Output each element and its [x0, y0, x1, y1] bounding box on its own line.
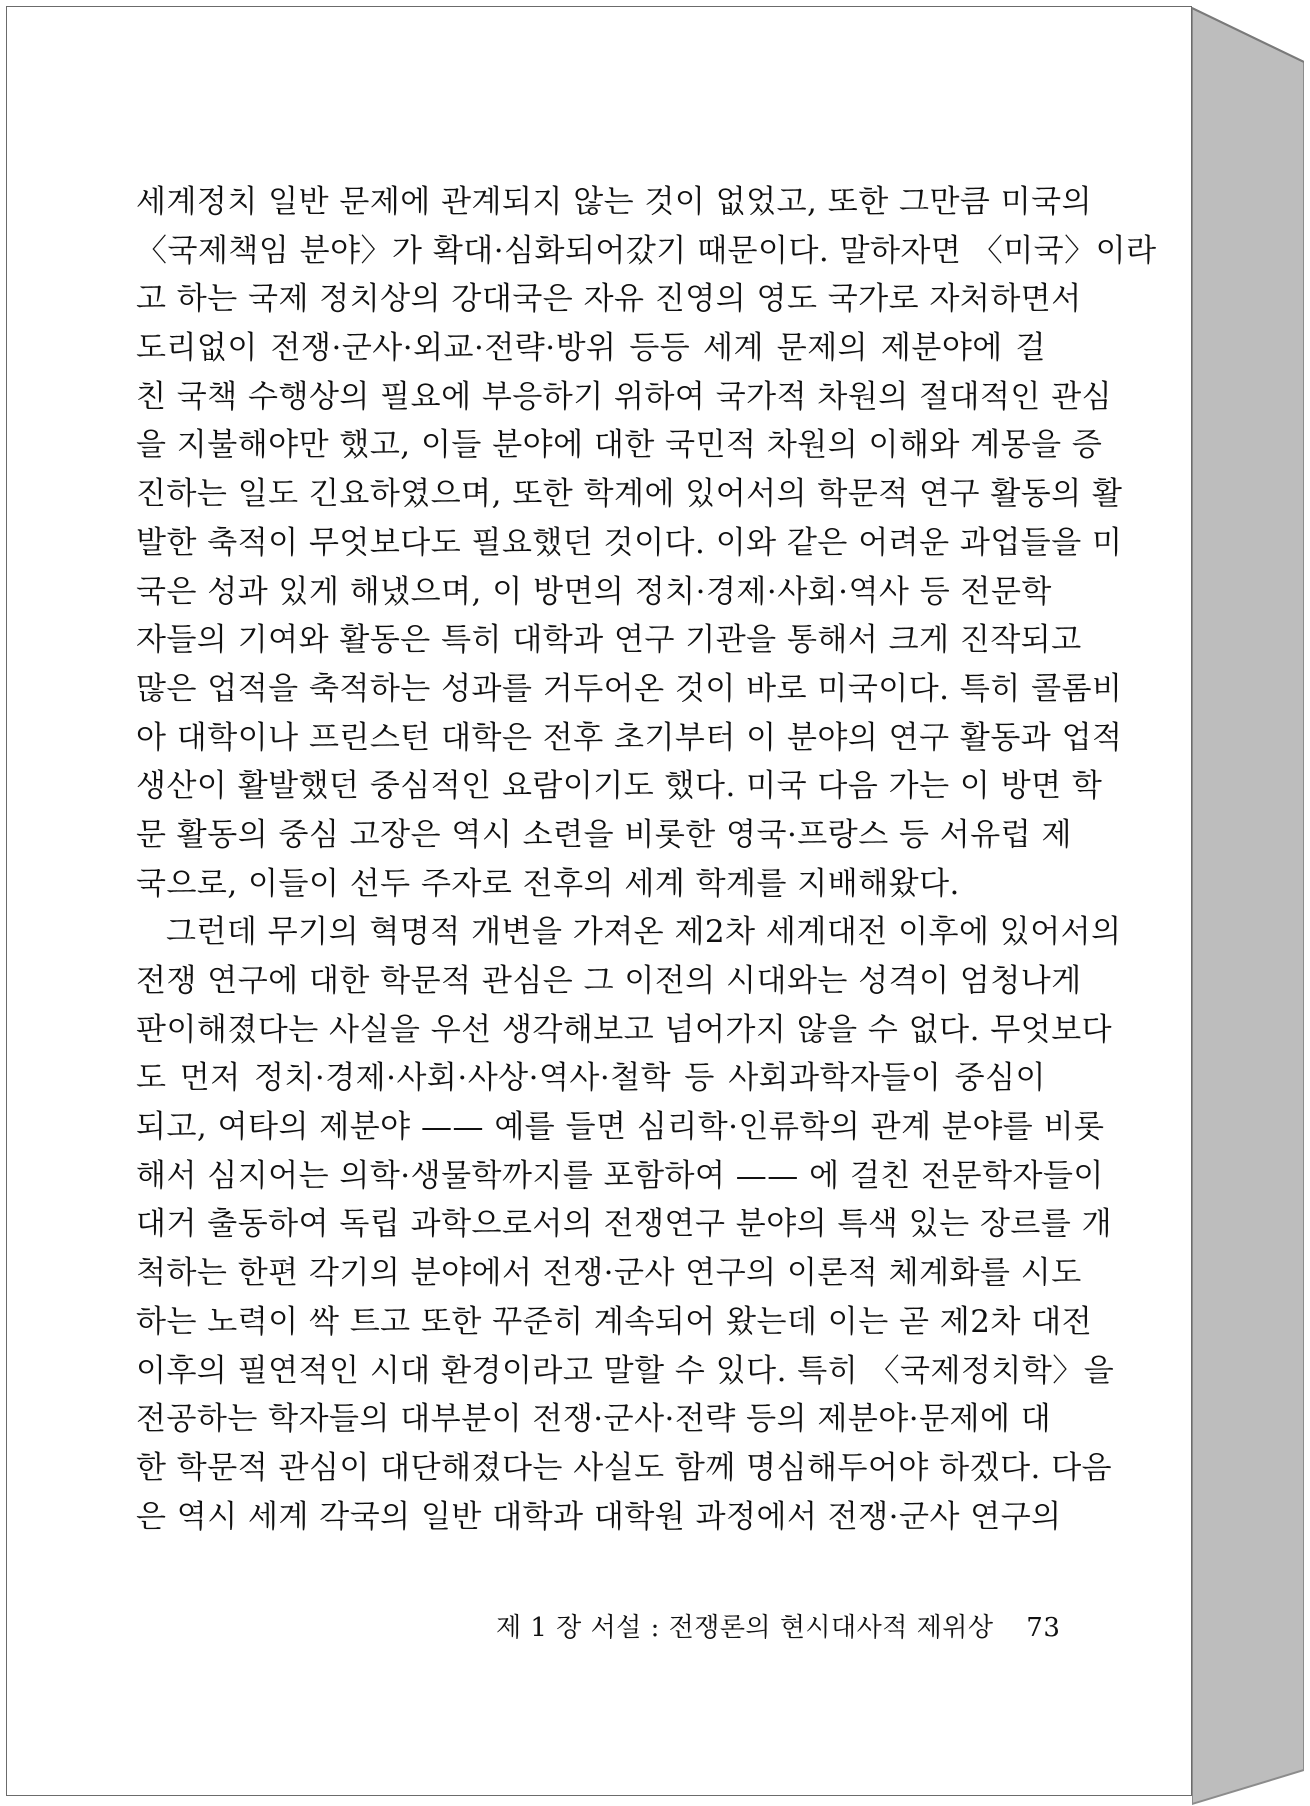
text-line: 을 지불해야만 했고, 이들 분야에 대한 국민적 차원의 이해와 계몽을 증	[136, 427, 1103, 464]
text-line: 한 학문적 관심이 대단해졌다는 사실도 함께 명심해두어야 하겠다. 다음	[136, 1449, 1113, 1486]
running-head: 제 1 장 서설 : 전쟁론의 현시대사적 제위상	[496, 1613, 994, 1643]
text-line: 전공하는 학자들의 대부분이 전쟁·군사·전략 등의 제분야·문제에 대	[136, 1401, 1052, 1438]
text-line: 전쟁 연구에 대한 학문적 관심은 그 이전의 시대와는 성격이 엄청나게	[136, 963, 1082, 999]
text-line: 그런데 무기의 혁명적 개변을 가져온 제2차 세계대전 이후에 있어서의	[166, 914, 1122, 951]
text-line: 해서 심지어는 의학·생물학까지를 포함하여 —— 에 걸친 전문학자들이	[136, 1157, 1104, 1194]
text-line: 많은 업적을 축적하는 성과를 거두어온 것이 바로 미국이다. 특히 콜롬비	[136, 670, 1123, 707]
text-line: 고 하는 국제 정치상의 강대국은 자유 진영의 영도 국가로 자처하면서	[136, 281, 1082, 318]
text-line: 친 국책 수행상의 필요에 부응하기 위하여 국가적 차원의 절대적인 관심	[136, 378, 1113, 415]
book-spine-shading	[1192, 0, 1304, 1806]
text-line: 되고, 여타의 제분야 —— 예를 들면 심리학·인류학의 관계 분야를 비롯	[136, 1109, 1105, 1146]
text-line: 국은 성과 있게 해냈으며, 이 방면의 정치·경제·사회·역사 등 전문학	[136, 573, 1052, 610]
text-line: 세계정치 일반 문제에 관계되지 않는 것이 없었고, 또한 그만큼 미국의	[136, 184, 1093, 220]
text-line: 대거 출동하여 독립 과학으로서의 전쟁연구 분야의 특색 있는 장르를 개	[136, 1206, 1113, 1243]
text-line: 자들의 기여와 활동은 특히 대학과 연구 기관을 통해서 크게 진작되고	[136, 622, 1082, 659]
text-line: 은 역시 세계 각국의 일반 대학과 대학원 과정에서 전쟁·군사 연구의	[136, 1498, 1062, 1535]
page-footer	[496, 1607, 1060, 1644]
text-line: 국으로, 이들이 선두 주자로 전후의 세계 학계를 지배해왔다.	[136, 865, 960, 902]
text-line: 발한 축적이 무엇보다도 필요했던 것이다. 이와 같은 어려운 과업들을 미	[136, 524, 1123, 561]
text-line: 척하는 한편 각기의 분야에서 전쟁·군사 연구의 이론적 체계화를 시도	[136, 1255, 1082, 1292]
text-line: 문 활동의 중심 고장은 역시 소련을 비롯한 영국·프랑스 등 서유럽 제	[136, 816, 1072, 853]
text-line: 도리없이 전쟁·군사·외교·전략·방위 등등 세계 문제의 제분야에 걸	[136, 330, 1046, 367]
text-line: 하는 노력이 싹 트고 또한 꾸준히 계속되어 왔는데 이는 곧 제2차 대전	[136, 1303, 1093, 1340]
text-line: 판이해졌다는 사실을 우선 생각해보고 넘어가지 않을 수 없다. 무엇보다	[136, 1011, 1113, 1048]
text-line: 〈국제책임 분야〉가 확대·심화되어갔기 때문이다. 말하자면 〈미국〉이라	[136, 232, 1157, 269]
text-line: 생산이 활발했던 중심적인 요람이기도 했다. 미국 다음 가는 이 방면 학	[136, 768, 1103, 805]
text-line: 이후의 필연적인 시대 환경이라고 말할 수 있다. 특히 〈국제정치학〉을	[136, 1352, 1115, 1389]
body-text	[136, 178, 1157, 1541]
text-line: 도 먼저 정치·경제·사회·사상·역사·철학 등 사회과학자들이 중심이	[136, 1060, 1046, 1097]
text-line: 진하는 일도 긴요하였으며, 또한 학계에 있어서의 학문적 연구 활동의 활	[136, 476, 1123, 513]
text-line: 아 대학이나 프린스턴 대학은 전후 초기부터 이 분야의 연구 활동과 업적	[136, 719, 1123, 756]
page-number: 73	[1026, 1613, 1061, 1643]
